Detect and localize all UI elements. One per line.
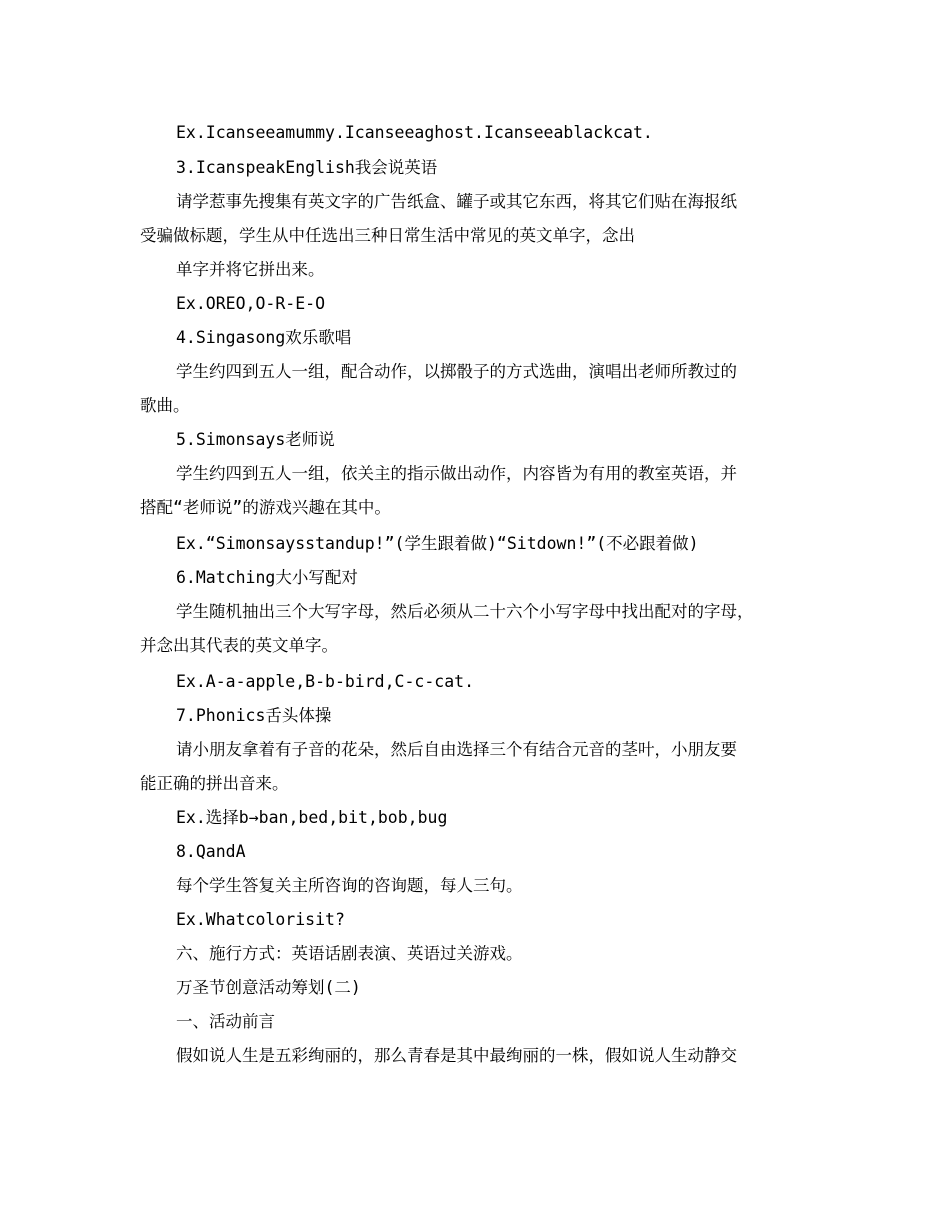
section-heading: 3.IcanspeakEnglish我会说英语 (176, 158, 438, 177)
paragraph-line: 学生约四到五人一组，配合动作，以掷骰子的方式选曲，演唱出老师所教过的 (176, 362, 737, 381)
section-heading: 8.QandA (176, 842, 246, 861)
paragraph-line: 假如说人生是五彩绚丽的，那么青春是其中最绚丽的一株，假如说人生动静交 (176, 1046, 737, 1065)
paragraph-line: 搭配“老师说”的游戏兴趣在其中。 (140, 498, 391, 517)
paragraph-line: 学生随机抽出三个大写字母，然后必须从二十六个小写字母中找出配对的字母， (176, 602, 754, 621)
example-line: Ex.A-a-apple,B-b-bird,C-c-cat. (176, 672, 475, 691)
section-heading: 4.Singasong欢乐歌唱 (176, 328, 352, 347)
paragraph-line: 请小朋友拿着有子音的花朵，然后自由选择三个有结合元音的茎叶，小朋友要 (176, 740, 737, 759)
section-heading: 万圣节创意活动筹划(二) (176, 978, 361, 997)
example-line: Ex.Whatcolorisit? (176, 910, 345, 929)
section-heading: 7.Phonics舌头体操 (176, 706, 332, 725)
paragraph-line: 并念出其代表的英文单字。 (140, 636, 338, 655)
paragraph-line: 每个学生答复关主所咨询的咨询题，每人三句。 (176, 876, 523, 895)
paragraph-line: 能正确的拼出音来。 (140, 774, 289, 793)
paragraph-line: 受骗做标题，学生从中任选出三种日常生活中常见的英文单字，念出 (140, 226, 635, 245)
example-line: Ex.OREO,O-R-E-O (176, 294, 326, 313)
example-line: Ex.Icanseeamummy.Icanseeaghost.Icanseeablackcat. (176, 123, 653, 142)
section-heading: 5.Simonsays老师说 (176, 430, 335, 449)
paragraph-line: 歌曲。 (140, 396, 190, 415)
paragraph-line: 单字并将它拼出来。 (176, 260, 325, 279)
section-heading: 6.Matching大小写配对 (176, 568, 358, 587)
example-line: Ex.选择b→ban,bed,bit,bob,bug (176, 808, 448, 827)
paragraph-line: 六、施行方式：英语话剧表演、英语过关游戏。 (176, 944, 523, 963)
section-heading: 一、活动前言 (176, 1012, 275, 1031)
example-line: Ex.“Simonsaysstandup!”(学生跟着做)“Sitdown!”(不必跟着做) (176, 534, 699, 553)
paragraph-line: 请学惹事先搜集有英文字的广告纸盒、罐子或其它东西，将其它们贴在海报纸 (176, 192, 737, 211)
paragraph-line: 学生约四到五人一组，依关主的指示做出动作，内容皆为有用的教室英语，并 (176, 464, 737, 483)
